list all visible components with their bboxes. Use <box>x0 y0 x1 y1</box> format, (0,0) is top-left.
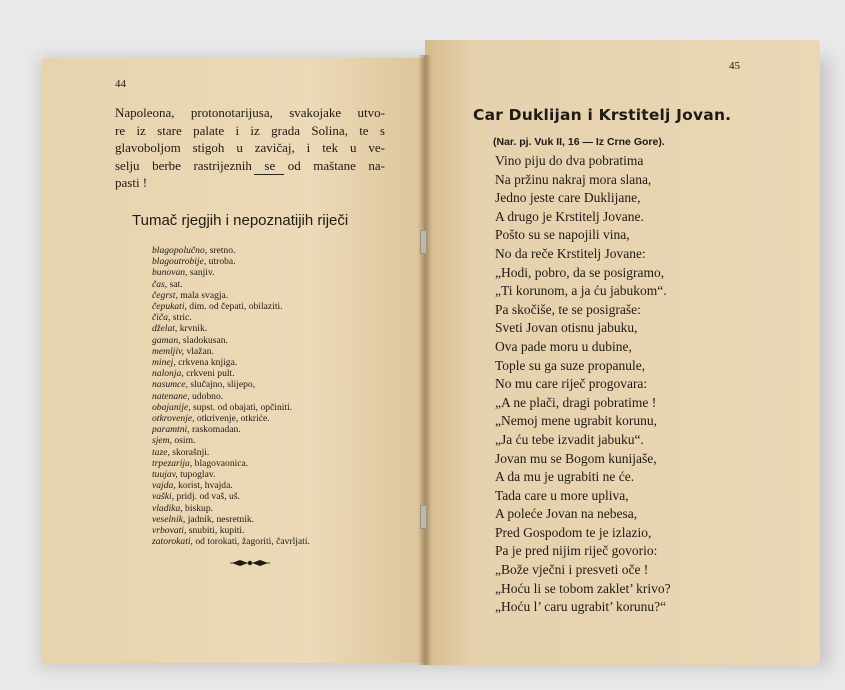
glossary-definition: raskomadan. <box>189 424 241 436</box>
glossary-term: vladika, <box>152 502 183 514</box>
glossary-entry <box>152 536 407 547</box>
poem-line: Tople su ga suze propanule, <box>495 357 646 373</box>
glossary-term: vajda, <box>152 480 176 492</box>
glossary-entry <box>152 458 407 469</box>
glossary-definition: sat. <box>167 278 183 290</box>
glossary-term: taze, <box>152 446 170 458</box>
glossary-entry <box>152 323 407 334</box>
glossary-definition: krvnik. <box>177 323 208 335</box>
poem-line: „Hodi, pobro, da se posigramo, <box>495 264 665 280</box>
glossary-term: minej, <box>152 357 176 369</box>
prose-line: Napoleona, protonotarijusa, svakojake utvo- <box>115 105 385 120</box>
poem-line: Tada care u more upliva, <box>495 487 629 503</box>
poem-line: Sveti Jovan otisnu jabuku, <box>495 320 638 336</box>
glossary-term: tuujav, <box>152 469 178 481</box>
glossary-term: čas, <box>152 278 168 290</box>
glossary-entry <box>152 525 407 536</box>
page-number-left: 44 <box>115 78 126 90</box>
glossary-entry <box>152 335 407 346</box>
glossary-term: blagopolučno, <box>152 245 208 256</box>
poem-line: „Hoću li se tobom zaklet’ krivo? <box>495 580 671 596</box>
glossary-definition: tupoglav. <box>177 469 216 481</box>
glossary-definition: od torokati, žagoriti, čavrljati. <box>192 536 310 548</box>
poem-line: „Ti korunom, a ja ću jabukom“. <box>495 283 667 299</box>
glossary-entry <box>152 357 407 368</box>
glossary-term: paramtni, <box>152 424 190 436</box>
glossary-term: trpezarija, <box>152 457 193 469</box>
ornament-icon <box>230 558 270 568</box>
glossary-definition: blagovaonica. <box>192 457 249 469</box>
poem-line: No mu care riječ progovara: <box>495 376 648 392</box>
section-divider <box>254 174 284 175</box>
glossary-definition: jadnik, nesretnik. <box>185 513 255 525</box>
poem-line: Pred Gospodom te je izlazio, <box>495 524 652 540</box>
glossary-entry <box>152 256 407 267</box>
glossary-term: nasumce, <box>152 379 188 391</box>
glossary-entry <box>152 346 407 357</box>
glossary-entry <box>152 312 407 323</box>
glossary-entry <box>152 424 407 435</box>
prose-paragraph <box>115 104 385 192</box>
glossary-entry <box>152 301 407 312</box>
poem-line: „Bože vječni i presveti oče ! <box>495 562 649 578</box>
glossary-definition: supst. od obajati, opčiniti. <box>190 401 293 413</box>
glossary-term: zatorokati, <box>152 536 193 548</box>
poem-line: „A ne plači, dragi pobratime ! <box>495 394 657 410</box>
left-page <box>42 58 427 663</box>
poem-line: Jovan mu se Bogom kunijaše, <box>495 450 657 466</box>
glossary-entry <box>152 279 407 290</box>
poem-line: „Nemoj mene ugrabit korunu, <box>495 413 657 429</box>
glossary-term: vaški, <box>152 491 175 503</box>
prose-line: glavoboljom stigoh u zavičaj, i tek u ve- <box>115 140 385 155</box>
glossary-definition: skorašnji. <box>169 446 210 458</box>
glossary-term: čiča, <box>152 312 171 324</box>
glossary-definition: mala svagja. <box>177 289 229 301</box>
poem-line: No da reče Krstitelj Jovane: <box>495 245 646 261</box>
glossary-entry <box>152 391 407 402</box>
glossary-entry <box>152 480 407 491</box>
page-number-right: 45 <box>729 60 740 72</box>
glossary-definition: snubiti, kupiti. <box>186 525 245 537</box>
glossary-term: gaman, <box>152 334 181 346</box>
glossary-term: bunovan, <box>152 267 188 279</box>
glossary-list <box>152 245 407 547</box>
poem-line: A da mu je ugrabiti ne će. <box>495 469 635 485</box>
glossary-definition: dim. od čepati, obilaziti. <box>186 301 283 313</box>
glossary-definition: vlažan. <box>184 345 214 357</box>
glossary-term: vrbovati, <box>152 525 187 537</box>
prose-line: pasti ! <box>115 175 148 190</box>
poem-line: Vino piju do dva pobratima <box>495 153 644 168</box>
glossary-term: natenane, <box>152 390 190 402</box>
poem-title: Car Duklijan i Krstitelj Jovan. <box>473 106 732 124</box>
poem-line: Jedno jeste care Duklijane, <box>495 190 641 206</box>
glossary-definition: sanjiv. <box>187 267 215 279</box>
glossary-entry <box>152 514 407 525</box>
glossary-term: otkrovenje, <box>152 413 195 425</box>
glossary-entry <box>152 290 407 301</box>
right-page <box>425 40 820 665</box>
glossary-definition: sladokusan. <box>180 334 228 346</box>
glossary-entry <box>152 402 407 413</box>
glossary-definition: osim. <box>171 435 196 447</box>
poem-line: Na pržinu nakraj mora slana, <box>495 171 652 187</box>
poem-line: A poleće Jovan na nebesa, <box>495 506 638 522</box>
glossary-definition: pridj. od vaš, uš. <box>174 491 240 503</box>
poem-line: Pa je pred nijim riječ govorio: <box>495 543 658 559</box>
glossary-definition: udobno. <box>189 390 224 402</box>
glossary-definition: otkrivenje, otkriće. <box>194 413 270 425</box>
glossary-definition: utroba. <box>206 256 236 268</box>
glossary-term: čepukati, <box>152 301 187 313</box>
glossary-term: obajanije, <box>152 401 191 413</box>
glossary-definition: stric. <box>170 312 192 324</box>
glossary-entry <box>152 267 407 278</box>
poem-line: Pošto su se napojili vina, <box>495 227 630 243</box>
glossary-definition: korist, hvajda. <box>175 480 233 492</box>
poem-line: „Ja ću tebe izvadit jabuku“. <box>495 431 644 447</box>
poem-source: (Nar. pj. Vuk II, 16 — Iz Crne Gore). <box>493 136 665 148</box>
glossary-term: čegrst, <box>152 289 178 301</box>
poem-line: „Hoću l’ caru ugrabit’ korunu?“ <box>495 599 667 615</box>
glossary-entry <box>152 503 407 514</box>
glossary-definition: crkveni pult. <box>183 368 235 380</box>
prose-line: selju berbe rastrijeznih se od maštane na- <box>115 157 385 173</box>
glossary-entry <box>152 368 407 379</box>
glossary-entry <box>152 469 407 480</box>
glossary-term: nalonja, <box>152 368 184 380</box>
glossary-term: sjem, <box>152 435 172 447</box>
glossary-term: memljiv, <box>152 345 185 357</box>
glossary-title: Tumač rjegjih i nepoznatijih riječi <box>132 212 349 229</box>
staple-top <box>420 230 427 254</box>
glossary-term: dželat, <box>152 323 178 335</box>
prose-line: re iz stare palate i iz grada Solina, te s <box>115 122 385 138</box>
poem-text <box>495 152 805 617</box>
poem-line: A drugo je Krstitelj Jovane. <box>495 208 644 224</box>
glossary-definition: sretno. <box>207 245 236 256</box>
glossary-term: veselnik, <box>152 513 186 525</box>
staple-bottom <box>420 505 427 529</box>
glossary-term: blagoutrobije, <box>152 256 207 268</box>
poem-line: Ova pade moru u dubine, <box>495 338 632 354</box>
glossary-entry <box>152 435 407 446</box>
glossary-entry <box>152 447 407 458</box>
glossary-definition: slučajno, slijepo, <box>187 379 256 391</box>
book-gutter <box>418 55 432 665</box>
glossary-entry <box>152 491 407 502</box>
glossary-entry <box>152 413 407 424</box>
glossary-definition: crkvena knjiga. <box>175 357 238 369</box>
glossary-entry <box>152 245 407 256</box>
glossary-entry <box>152 379 407 390</box>
glossary-definition: biskup. <box>182 502 214 514</box>
poem-line: Pa skočiše, te se posigraše: <box>495 301 641 317</box>
